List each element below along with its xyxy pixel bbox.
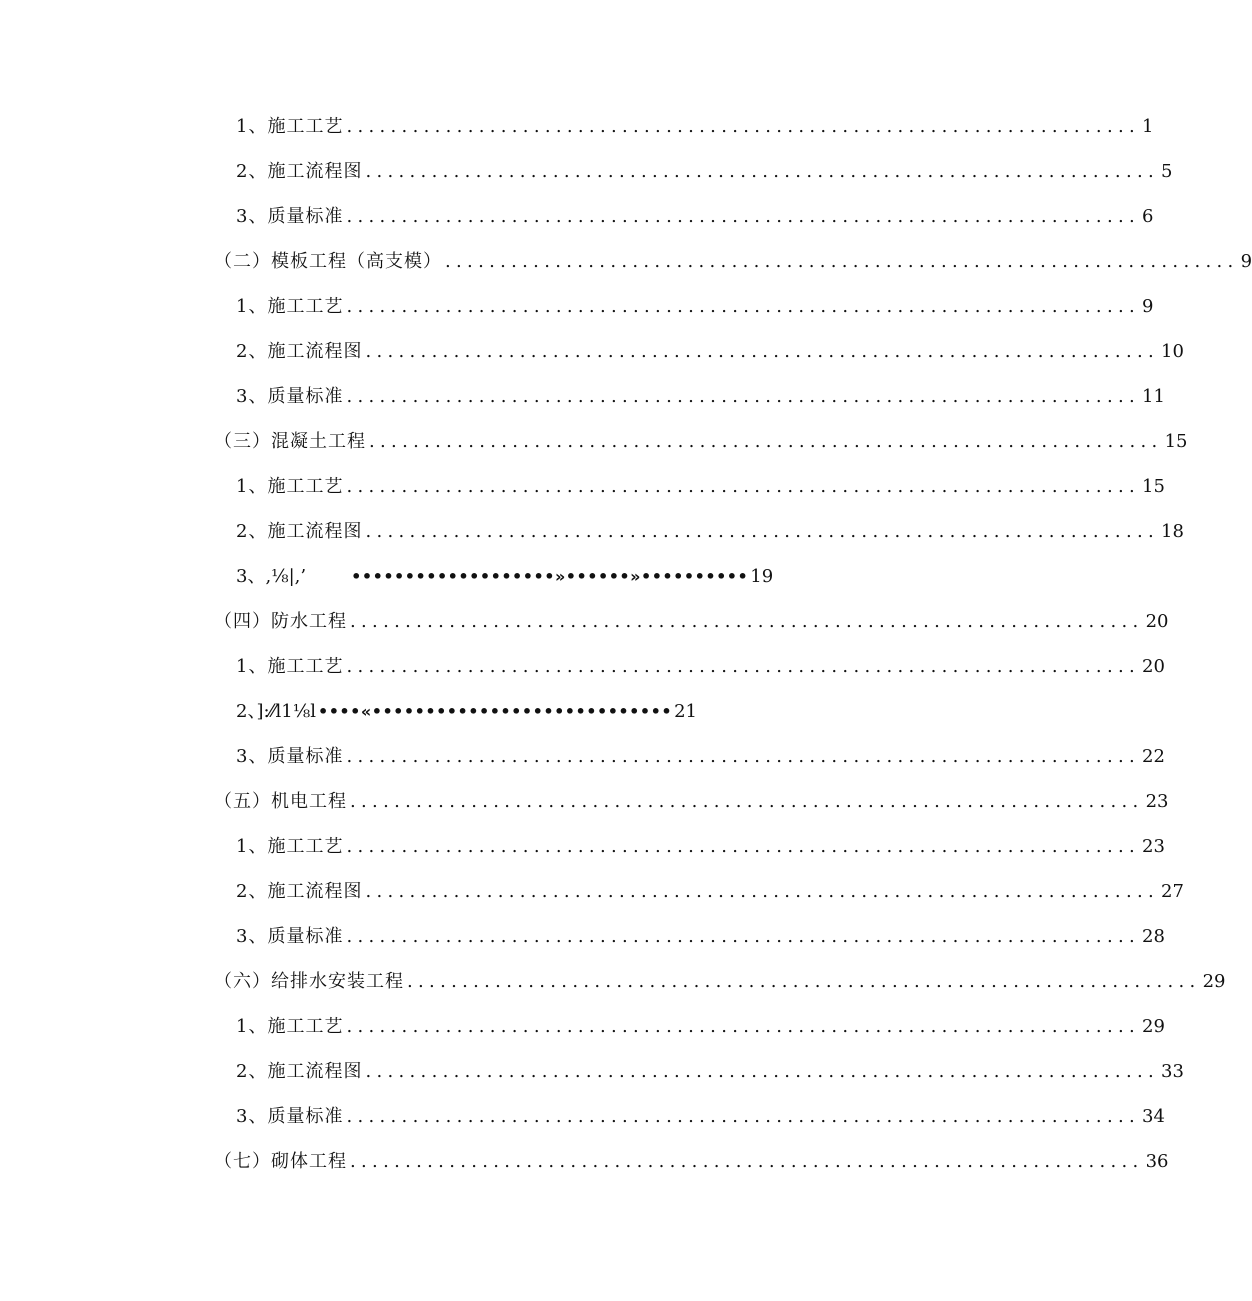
toc-dot-leader: ........................................................................ [350,611,1144,632]
toc-entry-label: 1、施工工艺 [236,296,344,317]
toc-page-number: 29 [1142,1016,1165,1037]
toc-page-number: 6 [1142,206,1154,227]
toc-page-number: 21 [674,701,697,722]
toc-dot-leader: ........................................................................ [365,881,1160,902]
toc-entry-label: 2、]:⁄⁄l1⅛l [236,701,316,722]
toc-entry-label: 3、,⅛|,’ [236,566,307,587]
toc-dot-leader: ........................................................................ [365,521,1160,542]
toc-dot-leader: ........................................................................ [445,251,1239,272]
toc-entry-label: 2、施工流程图 [236,881,363,902]
toc-entry[interactable] [214,427,1188,457]
toc-entry-label: （二）模板工程（高支模） [214,251,442,272]
toc-entry-label: （五）机电工程 [214,791,347,812]
toc-entry-label: 3、质量标准 [236,206,344,227]
toc-dot-leader: ........................................................................ [346,206,1141,227]
toc-dot-leader: ........................................................................ [346,116,1141,137]
toc-dot-leader: ........................................................................ [346,1106,1141,1127]
toc-page-number: 19 [750,566,774,587]
toc-entry[interactable] [236,202,1154,232]
toc-entry[interactable] [236,1102,1165,1132]
toc-page-number: 23 [1145,791,1169,812]
toc-entry-label: （七）砌体工程 [214,1151,347,1172]
toc-page-number: 11 [1142,386,1165,407]
toc-entry[interactable] [236,337,1184,367]
toc-page-number: 33 [1161,1061,1184,1082]
toc-entry-label: 3、质量标准 [236,926,344,947]
toc-entry[interactable] [236,1057,1184,1087]
toc-entry-label: 1、施工工艺 [236,476,344,497]
toc-entry[interactable] [236,382,1165,412]
toc-entry[interactable] [214,787,1169,817]
toc-dot-leader: ........................................................................ [369,431,1163,452]
toc-entry-label: 3、质量标准 [236,386,344,407]
toc-entry-label: 3、质量标准 [236,1106,344,1127]
toc-entry-label: 2、施工流程图 [236,1061,363,1082]
toc-dot-leader: ........................................................................ [346,386,1141,407]
toc-entry[interactable] [236,112,1154,142]
toc-entry-label: 1、施工工艺 [236,1016,344,1037]
toc-entry-label: 2、施工流程图 [236,341,363,362]
toc-entry[interactable] [236,742,1165,772]
toc-dot-leader: ........................................................................ [346,746,1141,767]
toc-entry[interactable] [214,1147,1169,1177]
toc-dot-leader: ........................................................................ [365,341,1160,362]
toc-entry[interactable] [236,157,1173,187]
toc-entry[interactable] [236,922,1165,952]
toc-dot-leader: ........................................................................ [365,1061,1160,1082]
toc-entry-label: 1、施工工艺 [236,656,344,677]
toc-dot-leader: ••••«•••••••••••••••••••••••••••• [317,702,673,721]
toc-page-number: 10 [1161,341,1184,362]
toc-entry[interactable] [236,472,1165,502]
toc-page-number: 1 [1142,116,1154,137]
toc-entry-label: 2、施工流程图 [236,161,363,182]
toc-dot-leader: ........................................................................ [346,476,1141,497]
toc-entry[interactable] [236,877,1184,907]
toc-page-number: 9 [1240,251,1252,272]
toc-entry[interactable] [214,967,1226,997]
toc-entry[interactable] [236,1012,1165,1042]
toc-dot-leader: ........................................................................ [346,656,1141,677]
toc-page-number: 28 [1142,926,1165,947]
toc-entry-label: （六）给排水安装工程 [214,971,404,992]
toc-entry-label: 1、施工工艺 [236,116,344,137]
toc-entry[interactable] [236,292,1154,322]
toc-page-number: 9 [1142,296,1154,317]
toc-page-number: 29 [1202,971,1226,992]
toc-page-number: 27 [1161,881,1184,902]
toc-entry[interactable] [214,247,1252,277]
toc-entry-label: （四）防水工程 [214,611,347,632]
toc-entry-label: 1、施工工艺 [236,836,344,857]
toc-page-number: 36 [1145,1151,1169,1172]
toc-entry-label: 3、质量标准 [236,746,344,767]
toc-page-number: 22 [1142,746,1165,767]
toc-page-number: 5 [1161,161,1173,182]
toc-page-number: 18 [1161,521,1184,542]
toc-page-number: 15 [1164,431,1188,452]
toc-page-number: 20 [1142,656,1165,677]
toc-entry[interactable] [236,562,773,592]
toc-dot-leader: ........................................................................ [350,791,1144,812]
toc-entry[interactable] [236,832,1165,862]
toc-dot-leader: ........................................................................ [346,1016,1141,1037]
toc-dot-leader: ........................................................................ [407,971,1201,992]
toc-entry[interactable] [236,517,1184,547]
toc-dot-leader: ........................................................................ [365,161,1160,182]
toc-dot-leader: ........................................................................ [350,1151,1144,1172]
toc-dot-leader: •••••••••••••••••••»••••••»•••••••••• [351,567,749,586]
toc-entry[interactable] [236,652,1165,682]
toc-entry[interactable] [214,607,1169,637]
toc-page-number: 20 [1145,611,1169,632]
toc-dot-leader: ........................................................................ [346,296,1141,317]
toc-page-number: 34 [1142,1106,1165,1127]
toc-page-number: 23 [1142,836,1165,857]
toc-entry[interactable] [236,697,697,727]
toc-dot-leader: ........................................................................ [346,926,1141,947]
toc-entry-label: 2、施工流程图 [236,521,363,542]
toc-dot-leader: ........................................................................ [346,836,1141,857]
toc-page-number: 15 [1142,476,1165,497]
toc-entry-label: （三）混凝土工程 [214,431,366,452]
